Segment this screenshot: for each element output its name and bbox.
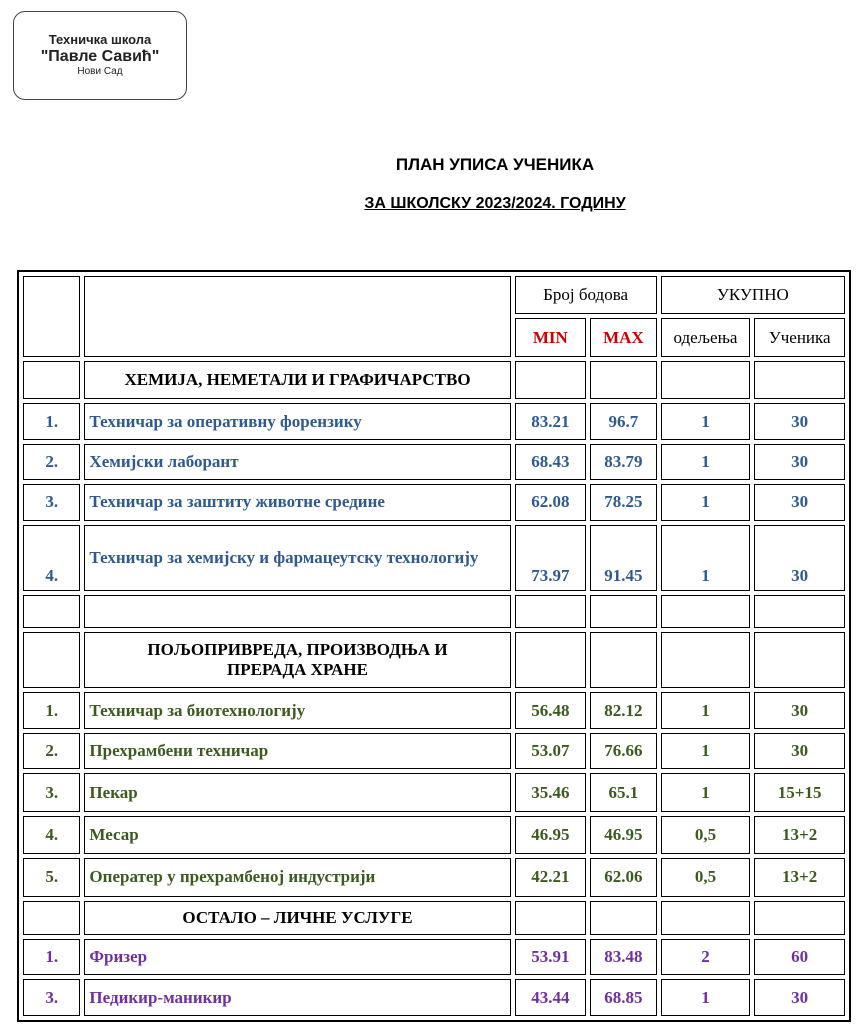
- classes-count: 1: [661, 773, 751, 811]
- classes-count: 1: [661, 692, 751, 728]
- max-points: 91.45: [590, 525, 656, 592]
- row-number: 4.: [23, 525, 80, 592]
- table-row: [23, 773, 845, 811]
- section-cell: [661, 901, 751, 935]
- row-number: 1.: [23, 939, 80, 975]
- max-points: 82.12: [590, 692, 656, 728]
- empty-cell: [661, 595, 751, 627]
- min-points: 68.43: [515, 444, 587, 480]
- empty-cell: [515, 595, 587, 627]
- max-points: 78.25: [590, 484, 656, 520]
- students-count: 60: [754, 939, 845, 975]
- school-logo: [13, 11, 187, 100]
- table-row: [23, 858, 845, 896]
- min-points: 42.21: [515, 858, 587, 896]
- logo-line-1: Техничка школа: [48, 32, 152, 47]
- header-min: MIN: [515, 318, 587, 356]
- table-row: [23, 939, 845, 975]
- section-cell: [754, 361, 845, 399]
- table-row: [23, 979, 845, 1016]
- table-row: [23, 692, 845, 728]
- row-number: 4.: [23, 816, 80, 854]
- classes-count: 1: [661, 979, 751, 1016]
- section-cell: [661, 632, 751, 689]
- students-count: 13+2: [754, 816, 845, 854]
- max-points: 96.7: [590, 403, 656, 439]
- min-points: 56.48: [515, 692, 587, 728]
- page-title: ПЛАН УПИСА УЧЕНИКА: [395, 155, 595, 174]
- program-name: Техничар за заштиту животне средине: [84, 484, 510, 520]
- row-number: 2.: [23, 444, 80, 480]
- page-subtitle: ЗА ШКОЛСКУ 2023/2024. ГОДИНУ: [364, 195, 626, 212]
- min-points: 53.07: [515, 733, 587, 769]
- table-row: [23, 484, 845, 520]
- row-number: 1.: [23, 692, 80, 728]
- program-name: Оператер у прехрамбеној индустрији: [84, 858, 510, 896]
- min-points: 62.08: [515, 484, 587, 520]
- header-blank-num: [23, 276, 80, 357]
- row-number: 5.: [23, 858, 80, 896]
- section-cell: [23, 361, 80, 399]
- classes-count: 1: [661, 444, 751, 480]
- students-count: 30: [754, 484, 845, 520]
- empty-cell: [84, 595, 510, 627]
- program-name: Пекар: [84, 773, 510, 811]
- section-cell: [23, 632, 80, 689]
- logo-line-3: Нови Сад: [77, 66, 123, 77]
- header-total: УКУПНО: [661, 276, 845, 314]
- header-blank-name: [84, 276, 510, 357]
- min-points: 35.46: [515, 773, 587, 811]
- section-cell: [23, 901, 80, 935]
- header-points: Број бодова: [515, 276, 657, 314]
- min-points: 43.44: [515, 979, 587, 1016]
- min-points: 73.97: [515, 525, 587, 592]
- students-count: 30: [754, 733, 845, 769]
- section-title: ХЕМИЈА, НЕМЕТАЛИ И ГРАФИЧАРСТВО: [84, 361, 510, 399]
- max-points: 65.1: [590, 773, 656, 811]
- section-title: ОСТАЛО – ЛИЧНЕ УСЛУГЕ: [84, 901, 510, 935]
- section-cell: [515, 632, 587, 689]
- table-row: [23, 816, 845, 854]
- max-points: 83.79: [590, 444, 656, 480]
- max-points: 83.48: [590, 939, 656, 975]
- program-name: Техничар за хемијску и фармацеутску технологију: [84, 525, 510, 592]
- header-classes: одељења: [661, 318, 751, 356]
- students-count: 30: [754, 525, 845, 592]
- students-count: 30: [754, 692, 845, 728]
- logo-line-2: "Павле Савић": [40, 48, 160, 65]
- classes-count: 1: [661, 733, 751, 769]
- section-cell: [661, 361, 751, 399]
- students-count: 30: [754, 979, 845, 1016]
- section-cell: [515, 361, 587, 399]
- program-name: Хемијски лаборант: [84, 444, 510, 480]
- min-points: 83.21: [515, 403, 587, 439]
- program-name: Педикир-маникир: [84, 979, 510, 1016]
- empty-cell: [590, 595, 656, 627]
- table-row: [23, 733, 845, 769]
- classes-count: 2: [661, 939, 751, 975]
- program-name: Месар: [84, 816, 510, 854]
- section-cell: [754, 632, 845, 689]
- students-count: 15+15: [754, 773, 845, 811]
- students-count: 13+2: [754, 858, 845, 896]
- max-points: 62.06: [590, 858, 656, 896]
- program-name: Техничар за биотехнологију: [84, 692, 510, 728]
- section-cell: [590, 901, 656, 935]
- section-cell: [590, 632, 656, 689]
- section-cell: [590, 361, 656, 399]
- students-count: 30: [754, 444, 845, 480]
- table-row: [23, 444, 845, 480]
- section-cell: [515, 901, 587, 935]
- classes-count: 1: [661, 525, 751, 592]
- empty-cell: [23, 595, 80, 627]
- students-count: 30: [754, 403, 845, 439]
- empty-cell: [754, 595, 845, 627]
- header-max: MAX: [590, 318, 656, 356]
- min-points: 46.95: [515, 816, 587, 854]
- table-row: [23, 525, 845, 592]
- classes-count: 1: [661, 484, 751, 520]
- header-students: Ученика: [754, 318, 845, 356]
- program-name: Прехрамбени техничар: [84, 733, 510, 769]
- row-number: 3.: [23, 773, 80, 811]
- row-number: 3.: [23, 484, 80, 520]
- classes-count: 0,5: [661, 816, 751, 854]
- section-title: ПОЉОПРИВРЕДА, ПРОИЗВОДЊА И ПРЕРАДА ХРАНЕ: [84, 632, 510, 689]
- enrollment-table: [17, 270, 851, 1022]
- max-points: 68.85: [590, 979, 656, 1016]
- max-points: 76.66: [590, 733, 656, 769]
- row-number: 3.: [23, 979, 80, 1016]
- section-cell: [754, 901, 845, 935]
- classes-count: 1: [661, 403, 751, 439]
- table-row: [23, 403, 845, 439]
- program-name: Фризер: [84, 939, 510, 975]
- max-points: 46.95: [590, 816, 656, 854]
- program-name: Техничар за оперативну форензику: [84, 403, 510, 439]
- row-number: 1.: [23, 403, 80, 439]
- min-points: 53.91: [515, 939, 587, 975]
- row-number: 2.: [23, 733, 80, 769]
- classes-count: 0,5: [661, 858, 751, 896]
